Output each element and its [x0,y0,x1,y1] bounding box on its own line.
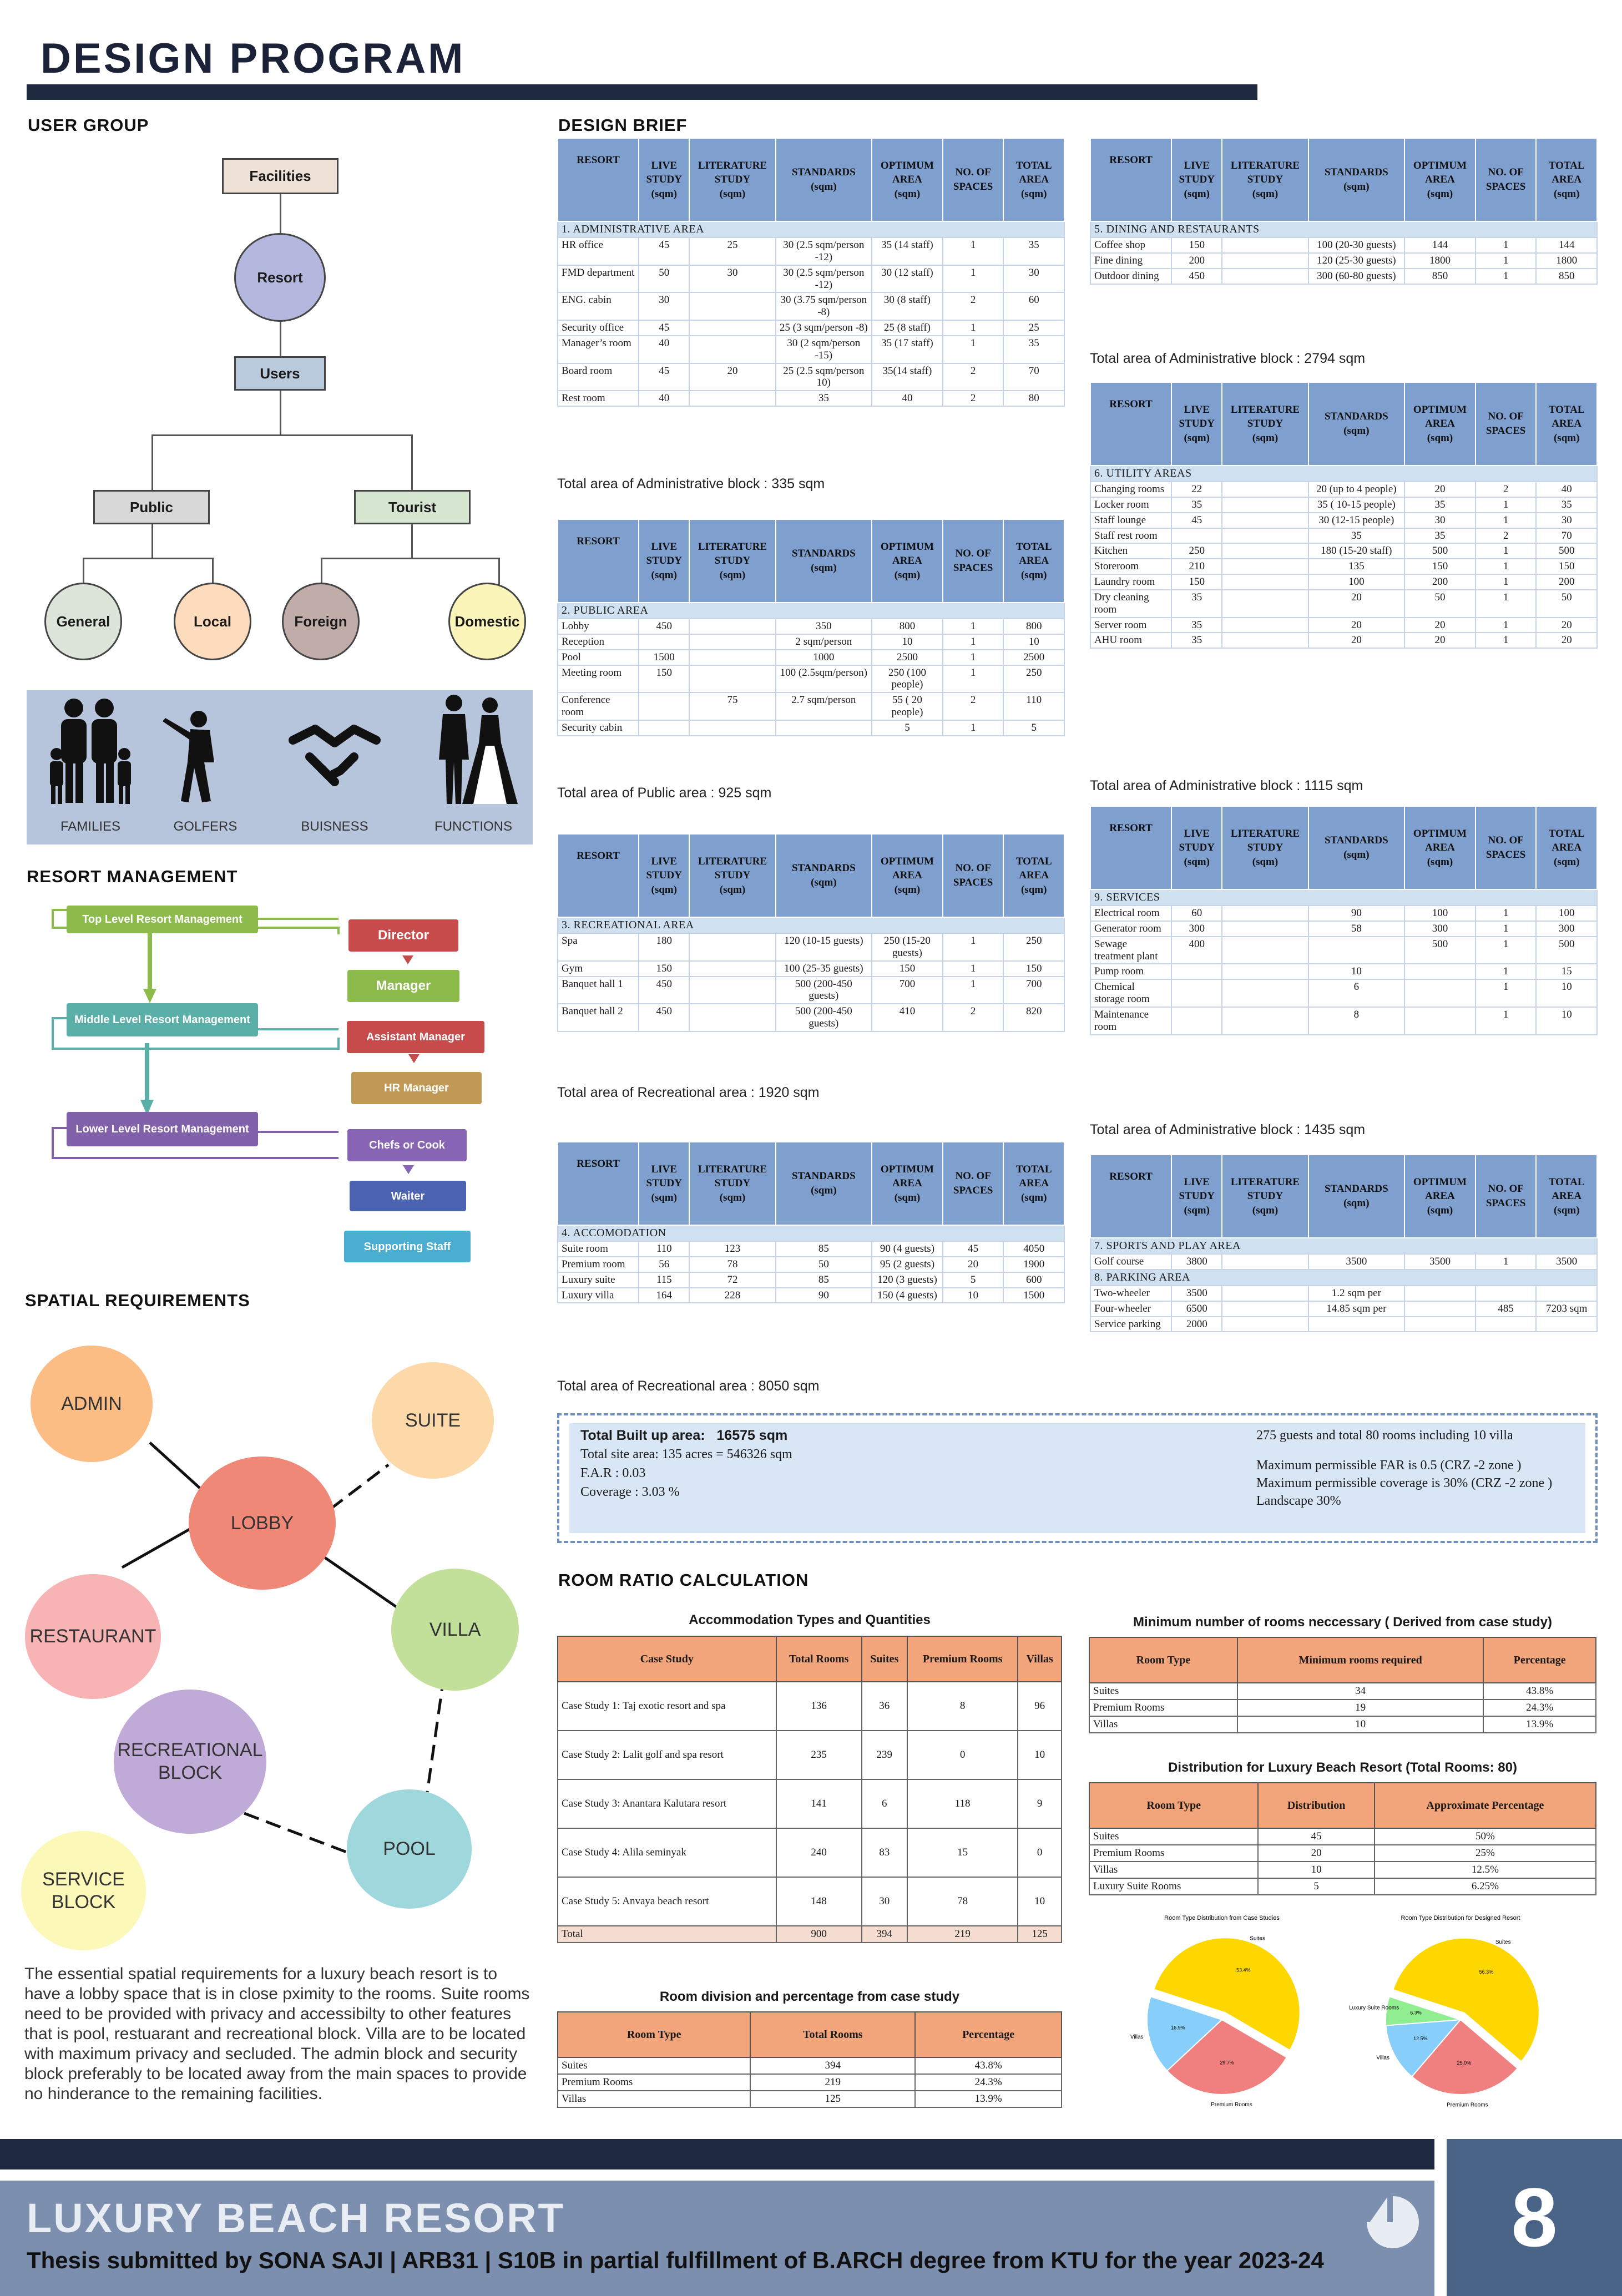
dining-table [1090,138,1598,285]
table-header: NO. OF SPACES [943,834,1004,917]
table-header: Percentage [915,2012,1062,2057]
table-row: Meeting room 150 100 (2.5sqm/person) 250 (100 people) 1 250 [558,665,1064,693]
local-node: Local [174,583,251,660]
table-row: Case Study 5: Anvaya beach resort 148 30 78 10 [558,1877,1062,1926]
accomodation-table [557,1141,1065,1303]
built-up-value: 16575 sqm [716,1428,788,1443]
table-row: Pool 1500 1000 2500 1 2500 [558,650,1064,665]
restaurant-bubble: RESTAURANT [25,1574,161,1699]
pie-percent: 29.7% [1220,2060,1234,2066]
built-up-label: Total Built up area: [580,1428,705,1443]
table-header: LITERATURE STUDY (sqm) [689,138,775,221]
director-box: Director [348,919,458,952]
table-header: RESORT [558,519,639,603]
pie-percent: 56.3% [1479,1969,1494,1975]
table-header: Percentage [1483,1637,1596,1683]
table-row: Suites 394 43.8% [558,2057,1062,2074]
table-row: Fine dining 200 120 (25-30 guests) 1800 1 1800 [1090,253,1597,269]
table-header: LIVE STUDY (sqm) [1171,806,1222,889]
manager-box: Manager [347,970,459,1002]
table-row: Four-wheeler 6500 14.85 sqm per 485 7203 sqm [1090,1301,1597,1317]
pie-label: Villas [1376,2055,1389,2061]
table-header: LITERATURE STUDY (sqm) [1222,806,1308,889]
table-header: STANDARDS (sqm) [776,1142,872,1225]
table-row: Premium Rooms 20 25% [1089,1845,1596,1862]
public-node: Public [93,490,210,524]
table-row: Banquet hall 2 450 500 (200-450 guests) 410 2 820 [558,1004,1064,1031]
pie-label: Suites [1495,1939,1511,1946]
category-row: 4. ACCOMODATION [558,1225,1064,1241]
admin-bubble: ADMIN [31,1346,153,1462]
handshake-icon [287,712,382,801]
table-row: Banquet hall 1 450 500 (200-450 guests) 700 1 700 [558,977,1064,1004]
table-row: Generator room 300 58 300 1 300 [1090,921,1597,937]
pie-title: Room Type Distribution from Case Studies [1164,1915,1280,1921]
services-total: Total area of Administrative block : 1435 sqm [1090,1122,1366,1137]
supporting-staff-box: Supporting Staff [344,1231,471,1262]
table-header: LITERATURE STUDY (sqm) [689,834,775,917]
min-rooms-table [1089,1637,1596,1733]
user-group-heading: USER GROUP [28,115,149,135]
table-header: TOTAL AREA (sqm) [1003,138,1064,221]
table-header: Total Rooms [776,1636,862,1682]
spatial-requirements-heading: SPATIAL REQUIREMENTS [25,1291,250,1310]
table-header: OPTIMUM AREA (sqm) [872,138,943,221]
table-row: Reception 2 sqm/person 10 1 10 [558,634,1064,650]
table-row: Gym 150 100 (25-35 guests) 150 1 150 [558,961,1064,977]
table-header: STANDARDS (sqm) [776,138,872,221]
table-row: Storeroom 210 135 150 1 150 [1090,559,1597,574]
table-header: STANDARDS (sqm) [776,834,872,917]
table-row: Electrical room 60 90 100 1 100 [1090,906,1597,921]
table-header: STANDARDS (sqm) [1308,806,1404,889]
table-header: OPTIMUM AREA (sqm) [1404,1155,1476,1238]
lobby-bubble: LOBBY [189,1457,336,1590]
suite-bubble: SUITE [372,1362,494,1479]
table-row: Premium Rooms 19 24.3% [1089,1700,1596,1716]
table-row: Case Study 3: Anantara Kalutara resort 141 6 118 9 [558,1779,1062,1828]
table-header: NO. OF SPACES [1476,382,1537,466]
table-row: Case Study 1: Taj exotic resort and spa 136 36 8 96 [558,1682,1062,1731]
room-ratio-heading: ROOM RATIO CALCULATION [558,1570,809,1590]
table-header: NO. OF SPACES [1476,138,1537,221]
table-header: LITERATURE STUDY (sqm) [1222,138,1308,221]
pie-label: Premium Rooms [1447,2102,1488,2108]
public-total: Total area of Public area : 925 sqm [557,785,772,801]
assistant-manager-box: Assistant Manager [347,1021,484,1053]
chefs-box: Chefs or Cook [347,1129,467,1161]
table-row: Locker room 35 35 ( 10-15 people) 35 1 35 [1090,497,1597,513]
table-row: Board room 45 20 25 (2.5 sqm/person 10) 35(14 staff) 2 70 [558,363,1064,391]
pie-label: Suites [1250,1935,1266,1942]
table-header: TOTAL AREA (sqm) [1536,1155,1597,1238]
page-title: DESIGN PROGRAM [41,35,466,82]
waiter-box: Waiter [350,1181,466,1211]
recreational-area-table [557,833,1065,1032]
table-row: Luxury suite 115 72 85 120 (3 guests) 5 600 [558,1272,1064,1288]
table-row: Security cabin 5 1 5 [558,720,1064,736]
distribution-title: Distribution for Luxury Beach Resort (Total Rooms: 80) [1168,1760,1517,1775]
table-row: Villas 125 13.9% [558,2091,1062,2107]
table-row: Case Study 4: Alila seminyak 240 83 15 0 [558,1828,1062,1877]
table-header: Villas [1018,1636,1062,1682]
table-header: OPTIMUM AREA (sqm) [872,834,943,917]
table-header: TOTAL AREA (sqm) [1536,138,1597,221]
table-header: LIVE STUDY (sqm) [1171,1155,1222,1238]
recreational-total: Total area of Recreational area : 1920 sqm [557,1085,820,1100]
table-row: Suites 45 50% [1089,1828,1596,1845]
middle-level-management: Middle Level Resort Management [67,1003,258,1036]
table-row: Rest room 40 35 40 2 80 [558,391,1064,406]
table-header: STANDARDS (sqm) [1308,138,1404,221]
accom-types-title: Accommodation Types and Quantities [689,1612,931,1627]
table-row: Chemical storage room 6 1 10 [1090,979,1597,1007]
general-node: General [44,583,122,660]
table-row: Laundry room 150 100 200 1 200 [1090,574,1597,590]
table-header: RESORT [1090,138,1171,221]
tourist-node: Tourist [354,490,471,524]
table-row: Staff lounge 45 30 (12-15 people) 30 1 30 [1090,513,1597,528]
pie-percent: 6.3% [1410,2010,1422,2016]
footer-dark-bar [0,2139,1434,2169]
pie-percent: 12.5% [1413,2035,1428,2041]
table-header: Approximate Percentage [1375,1783,1596,1828]
category-row: 5. DINING AND RESTAURANTS [1090,221,1597,237]
table-header: RESORT [558,834,639,917]
table-header: TOTAL AREA (sqm) [1003,519,1064,603]
couple-icon [423,693,523,810]
page-number: 8 [1447,2139,1622,2296]
far-value: F.A.R : 0.03 [580,1466,646,1480]
table-row: Suites 34 43.8% [1089,1683,1596,1700]
category-row: 9. SERVICES [1090,889,1597,906]
table-header: LIVE STUDY (sqm) [1171,138,1222,221]
table-row: Lobby 450 350 800 1 800 [558,619,1064,634]
table-row: Kitchen 250 180 (15-20 staff) 500 1 500 [1090,543,1597,559]
table-header: RESORT [1090,382,1171,466]
design-brief-heading: DESIGN BRIEF [558,115,688,135]
utility-total: Total area of Administrative block : 1115 sqm [1090,778,1363,793]
room-division-table [557,2011,1062,2108]
table-row: Sewage treatment plant 400 500 1 500 [1090,937,1597,964]
dining-total: Total area of Administrative block : 2794 sqm [1090,351,1366,366]
spatial-paragraph: The essential spatial requirements for a luxury beach resort is to have a lobby space that is in close pximity to the rooms. Suite rooms need to be provided with privacy and accessibilty to other features that is pool, restuarant and recreational block. Villa are to be located with maximum privacy and secluded. The admin block and security block preferably to be located away from the main spaces to provide no hinderance to the remaining facilities. [24,1965,530,2103]
table-row: Outdoor dining 450 300 (60-80 guests) 850 1 850 [1090,269,1597,284]
facilities-node: Facilities [222,158,338,194]
table-row: FMD department 50 30 30 (2.5 sqm/person -12) 30 (12 staff) 1 30 [558,265,1064,293]
functions-label: FUNCTIONS [434,819,512,834]
table-header: LIVE STUDY (sqm) [639,1142,689,1225]
max-coverage: Maximum permissible coverage is 30% (CRZ -2 zone ) [1256,1476,1553,1490]
business-label: BUISNESS [301,819,368,834]
table-header: NO. OF SPACES [943,1142,1004,1225]
guests-note: 275 guests and total 80 rooms including 10 villa [1256,1428,1513,1443]
table-header: OPTIMUM AREA (sqm) [1404,382,1476,466]
table-row: Dry cleaning room 35 20 50 1 50 [1090,590,1597,618]
recreational-bubble: RECREATIONAL BLOCK [114,1690,266,1834]
table-header: Minimum rooms required [1237,1637,1483,1683]
family-icon [43,696,138,807]
table-row: HR office 45 25 30 (2.5 sqm/person -12) 35 (14 staff) 1 35 [558,237,1064,265]
category-row: 8. PARKING AREA [1090,1270,1597,1286]
table-header: Suites [862,1636,907,1682]
category-row: 3. RECREATIONAL AREA [558,917,1064,933]
table-row: Changing rooms 22 20 (up to 4 people) 20 2 40 [1090,482,1597,497]
hr-manager-box: HR Manager [351,1072,482,1104]
table-header: Distribution [1258,1783,1374,1828]
table-header: OPTIMUM AREA (sqm) [1404,806,1476,889]
footer-title: LUXURY BEACH RESORT [27,2195,565,2241]
table-row: Luxury villa 164 228 90 150 (4 guests) 10 1500 [558,1288,1064,1303]
table-header: LITERATURE STUDY (sqm) [1222,1155,1308,1238]
table-row: Villas 10 12.5% [1089,1862,1596,1878]
golfer-icon [160,707,249,807]
table-header: Total Rooms [750,2012,915,2057]
table-header: TOTAL AREA (sqm) [1003,834,1064,917]
table-row: Villas 10 13.9% [1089,1716,1596,1733]
pie-label: Premium Rooms [1211,2102,1252,2108]
pie-label: Luxury Suite Rooms [1349,2005,1399,2011]
pool-bubble: POOL [347,1789,472,1909]
footer-subtitle: Thesis submitted by SONA SAJI | ARB31 | S10B in partial fulfillment of B.ARCH degree from KTU for the year 2023-24 [27,2247,1324,2273]
table-header: RESORT [1090,1155,1171,1238]
table-row: Conference room 75 2.7 sqm/person 55 ( 20 people) 2 110 [558,692,1064,720]
golfers-label: GOLFERS [173,819,238,834]
table-row: Coffee shop 150 100 (20-30 guests) 144 1 144 [1090,237,1597,253]
table-row: Spa 180 120 (10-15 guests) 250 (15-20 guests) 1 250 [558,933,1064,961]
table-header: STANDARDS (sqm) [1308,382,1404,466]
admin-area-table [557,138,1065,407]
table-row: Suite room 110 123 85 90 (4 guests) 45 4050 [558,1241,1064,1257]
domestic-node: Domestic [448,583,526,660]
admin-total: Total area of Administrative block : 335 sqm [557,476,825,492]
table-header: NO. OF SPACES [1476,806,1537,889]
table-header: RESORT [558,1142,639,1225]
users-node: Users [234,356,326,391]
table-header: TOTAL AREA (sqm) [1003,1142,1064,1225]
room-pie-charts [1089,1909,1596,2108]
coverage-value: Coverage : 3.03 % [580,1485,680,1499]
table-row: Pump room 10 1 15 [1090,964,1597,979]
table-header: LITERATURE STUDY (sqm) [1222,382,1308,466]
table-row: Manager’s room 40 30 (2 sqm/person -15) 35 (17 staff) 1 35 [558,336,1064,363]
table-header: Case Study [558,1636,776,1682]
villa-bubble: VILLA [391,1569,519,1691]
families-label: FAMILIES [60,819,121,834]
foreign-node: Foreign [282,583,360,660]
table-row: Golf course 3800 3500 3500 1 3500 [1090,1254,1597,1270]
table-header: Room Type [558,2012,750,2057]
table-header: STANDARDS (sqm) [1308,1155,1404,1238]
table-row: Premium room 56 78 50 95 (2 guests) 20 1900 [558,1257,1064,1272]
category-row: 6. UTILITY AREAS [1090,466,1597,482]
table-row: Server room 35 20 20 1 20 [1090,618,1597,633]
min-rooms-title: Minimum number of rooms neccessary ( Derived from case study) [1133,1615,1552,1630]
table-header: TOTAL AREA (sqm) [1536,806,1597,889]
table-row: Service parking 2000 [1090,1317,1597,1332]
table-header: LIVE STUDY (sqm) [639,834,689,917]
resort-management-heading: RESORT MANAGEMENT [27,867,238,886]
title-underline-bar [27,84,1257,100]
table-header: NO. OF SPACES [943,519,1004,603]
table-header: LITERATURE STUDY (sqm) [689,519,775,603]
table-row: Two-wheeler 3500 1.2 sqm per [1090,1286,1597,1301]
top-level-management: Top Level Resort Management [67,906,258,933]
table-header: RESORT [1090,806,1171,889]
landscape-note: Landscape 30% [1256,1494,1341,1508]
pie-percent: 25.0% [1457,2060,1472,2066]
table-header: NO. OF SPACES [943,138,1004,221]
table-header: STANDARDS (sqm) [776,519,872,603]
table-row: Case Study 2: Lalit golf and spa resort 235 239 0 10 [558,1731,1062,1779]
user-type-strip [27,690,533,844]
table-header: Premium Rooms [907,1636,1018,1682]
built-up-summary [557,1413,1598,1543]
pie-label: Villas [1130,2034,1144,2040]
resort-node: Resort [234,233,326,322]
table-row: Maintenance room 8 1 10 [1090,1007,1597,1035]
max-far: Maximum permissible FAR is 0.5 (CRZ -2 zone ) [1256,1458,1522,1473]
lower-level-management: Lower Level Resort Management [67,1112,258,1146]
service-bubble: SERVICE BLOCK [21,1831,146,1950]
table-header: OPTIMUM AREA (sqm) [872,519,943,603]
public-area-table [557,519,1065,736]
table-header: LIVE STUDY (sqm) [639,519,689,603]
category-row: 1. ADMINISTRATIVE AREA [558,221,1064,237]
table-header: LITERATURE STUDY (sqm) [689,1142,775,1225]
table-header: OPTIMUM AREA (sqm) [1404,138,1476,221]
table-header: RESORT [558,138,639,221]
logo-icon [1362,2192,1423,2253]
table-header: NO. OF SPACES [1476,1155,1537,1238]
room-division-title: Room division and percentage from case study [659,1989,960,2004]
site-area: Total site area: 135 acres = 546326 sqm [580,1447,792,1461]
accomodation-total: Total area of Recreational area : 8050 sqm [557,1378,820,1394]
table-header: LIVE STUDY (sqm) [1171,382,1222,466]
table-row: Total 900 394 219 125 [558,1926,1062,1943]
sports-parking-table [1090,1154,1598,1332]
distribution-table [1089,1782,1596,1895]
table-row: Staff rest room 35 35 2 70 [1090,528,1597,544]
table-header: Room Type [1089,1637,1237,1683]
table-row: ENG. cabin 30 30 (3.75 sqm/person -8) 30 (8 staff) 2 60 [558,292,1064,320]
table-header: OPTIMUM AREA (sqm) [872,1142,943,1225]
table-header: Room Type [1089,1783,1258,1828]
services-table [1090,806,1598,1035]
table-row: Luxury Suite Rooms 5 6.25% [1089,1878,1596,1895]
table-header: TOTAL AREA (sqm) [1536,382,1597,466]
pie-percent: 53.4% [1236,1967,1251,1973]
utility-table [1090,382,1598,649]
table-row: Premium Rooms 219 24.3% [558,2074,1062,2091]
accom-types-table [557,1636,1062,1943]
pie-title: Room Type Distribution for Designed Resort [1401,1915,1520,1921]
category-row: 2. PUBLIC AREA [558,603,1064,619]
table-header: LIVE STUDY (sqm) [639,138,689,221]
pie-percent: 16.9% [1171,2025,1185,2031]
category-row: 7. SPORTS AND PLAY AREA [1090,1238,1597,1254]
table-row: Security office 45 25 (3 sqm/person -8) 25 (8 staff) 1 25 [558,320,1064,336]
table-row: AHU room 35 20 20 1 20 [1090,633,1597,648]
